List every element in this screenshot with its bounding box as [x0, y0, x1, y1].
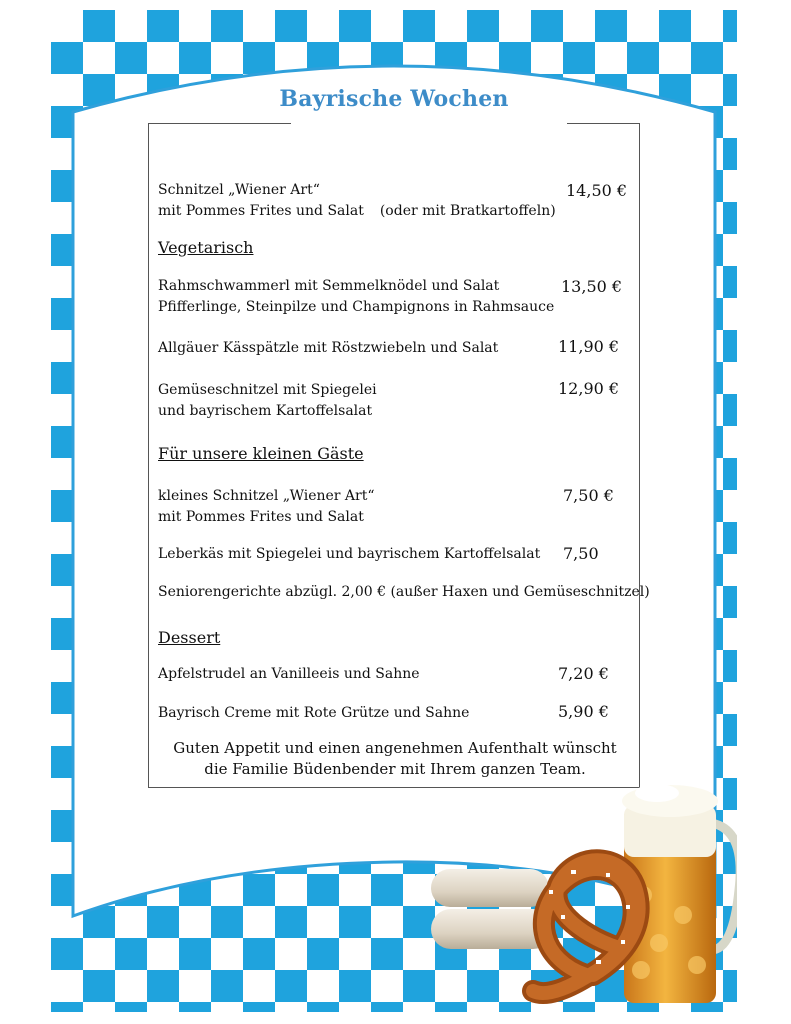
page-title: Bayrische Wochen [279, 86, 509, 112]
item-leberkaes [158, 544, 540, 565]
item-name: Leberkäs mit Spiegelei und bayrischem Kartoffelsalat [158, 546, 541, 562]
menu-box [148, 123, 650, 788]
price-gemueseschnitzel: 12,90 € [558, 379, 620, 398]
closing-line: Guten Appetit und einen angenehmen Aufenthalt wünscht [173, 739, 617, 757]
item-description: und bayrischem Kartoffelsalat [158, 403, 373, 419]
closing-line: die Familie Büdenbender mit Ihrem ganzen Team. [204, 760, 586, 778]
item-gemueseschnitzel [158, 380, 377, 422]
item-name: kleines Schnitzel „Wiener Art“ [158, 488, 375, 504]
price-kids-schnitzel: 7,50 € [563, 486, 614, 505]
food-illustration [421, 765, 737, 1012]
item-rahmschwammerl [158, 276, 554, 318]
item-description-text: mit Pommes Frites und Salat [158, 203, 364, 219]
section-heading-kids: Für unsere kleinen Gäste [158, 444, 364, 463]
item-kids-schnitzel [158, 486, 375, 528]
item-name: Rahmschwammerl mit Semmelknödel und Salat [158, 278, 500, 294]
price-leberkaes: 7,50 [563, 544, 599, 563]
box-title-gap [291, 122, 567, 125]
item-name: Apfelstrudel an Vanilleeis und Sahne [158, 666, 420, 682]
section-heading-dessert: Dessert [158, 628, 221, 647]
item-name: Bayrisch Creme mit Rote Grütze und Sahne [158, 705, 470, 721]
item-bayrisch-creme [158, 703, 469, 724]
senior-note: Seniorengerichte abzügl. 2,00 € (außer Haxen und Gemüseschnitzel) [158, 584, 650, 600]
section-heading-vegetarian: Vegetarisch [158, 238, 254, 257]
price-rahmschwammerl: 13,50 € [561, 277, 623, 296]
item-kaesspaetzle [158, 338, 498, 359]
item-name: Gemüseschnitzel mit Spiegelei [158, 382, 377, 398]
item-description [158, 201, 556, 222]
item-apfelstrudel [158, 664, 420, 685]
pretzel-icon [533, 860, 639, 993]
item-side-note: (oder mit Bratkartoffeln) [379, 203, 556, 219]
item-schnitzel [158, 180, 556, 222]
item-name: Allgäuer Kässpätzle mit Röstzwiebeln und Salat [158, 340, 499, 356]
price-schnitzel: 14,50 € [566, 181, 628, 200]
price-bayrisch-creme: 5,90 € [558, 702, 609, 721]
price-kaesspaetzle: 11,90 € [558, 337, 620, 356]
price-apfelstrudel: 7,20 € [558, 664, 609, 683]
item-description: Pfifferlinge, Steinpilze und Champignons in Rahmsauce [158, 299, 555, 315]
item-description: mit Pommes Frites und Salat [158, 509, 364, 525]
menu-page [51, 10, 737, 1012]
item-name: Schnitzel „Wiener Art“ [158, 182, 320, 198]
